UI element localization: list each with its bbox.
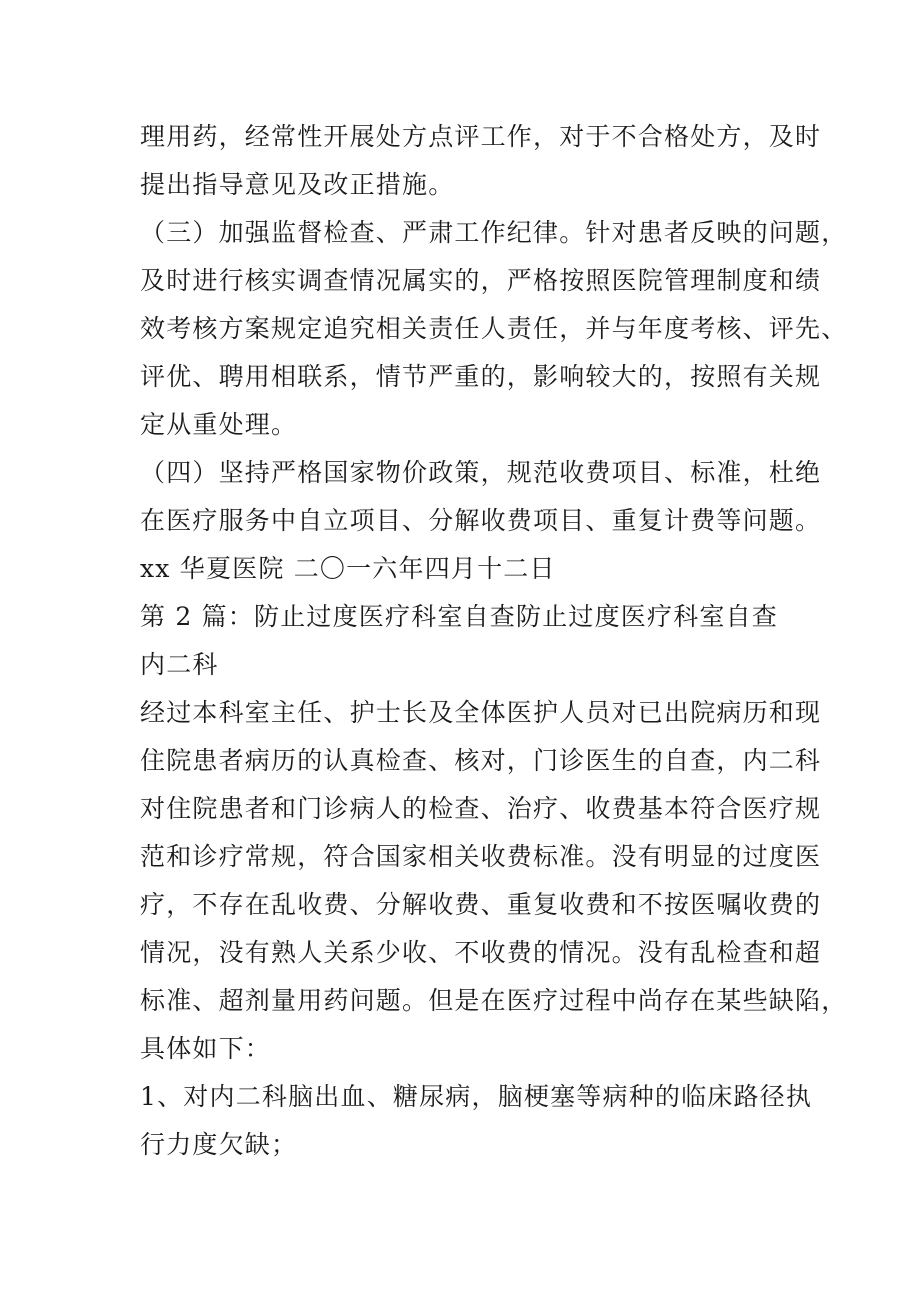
text-line: 范和诊疗常规，符合国家相关收费标准。没有明显的过度医 <box>140 842 822 871</box>
department-name: 内二科 <box>140 650 219 679</box>
text-line: 住院患者病历的认真检查、核对，门诊医生的自查，内二科 <box>140 746 822 775</box>
text-line: 提出指导意见及改正措施。 <box>140 170 455 199</box>
text-line: （三）加强监督检查、严肃工作纪律。针对患者反映的问题， <box>140 218 848 247</box>
text-line: 对住院患者和门诊病人的检查、治疗、收费基本符合医疗规 <box>140 794 822 823</box>
text-line: 定从重处理。 <box>140 410 298 439</box>
text-line: 经过本科室主任、护士长及全体医护人员对已出院病历和现 <box>140 698 822 727</box>
text-line: 具体如下： <box>140 1034 272 1063</box>
text-line: 标准、超剂量用药问题。但是在医疗过程中尚存在某些缺陷， <box>140 986 848 1015</box>
text-line: 疗，不存在乱收费、分解收费、重复收费和不按医嘱收费的 <box>140 890 822 919</box>
text-line: xx 华夏医院 二〇一六年四月十二日 <box>140 554 556 583</box>
text-line: 情况，没有熟人关系少收、不收费的情况。没有乱检查和超 <box>140 938 822 967</box>
text-line: （四）坚持严格国家物价政策，规范收费项目、标准，杜绝 <box>140 458 822 487</box>
text-line: 评优、聘用相联系，情节严重的，影响较大的，按照有关规 <box>140 362 822 391</box>
text-line: 效考核方案规定追究相关责任人责任，并与年度考核、评先、 <box>140 314 848 343</box>
text-line: 1、对内二科脑出血、糖尿病，脑梗塞等病种的临床路径执 <box>140 1082 813 1111</box>
text-line: 及时进行核实调查情况属实的，严格按照医院管理制度和绩 <box>140 266 822 295</box>
section-heading: 第 2 篇：防止过度医疗科室自查防止过度医疗科室自查 <box>140 602 779 631</box>
text-line: 行力度欠缺； <box>140 1130 298 1159</box>
text-line: 在医疗服务中自立项目、分解收费项目、重复计费等问题。 <box>140 506 822 535</box>
text-line: 理用药，经常性开展处方点评工作，对于不合格处方，及时 <box>140 122 822 151</box>
